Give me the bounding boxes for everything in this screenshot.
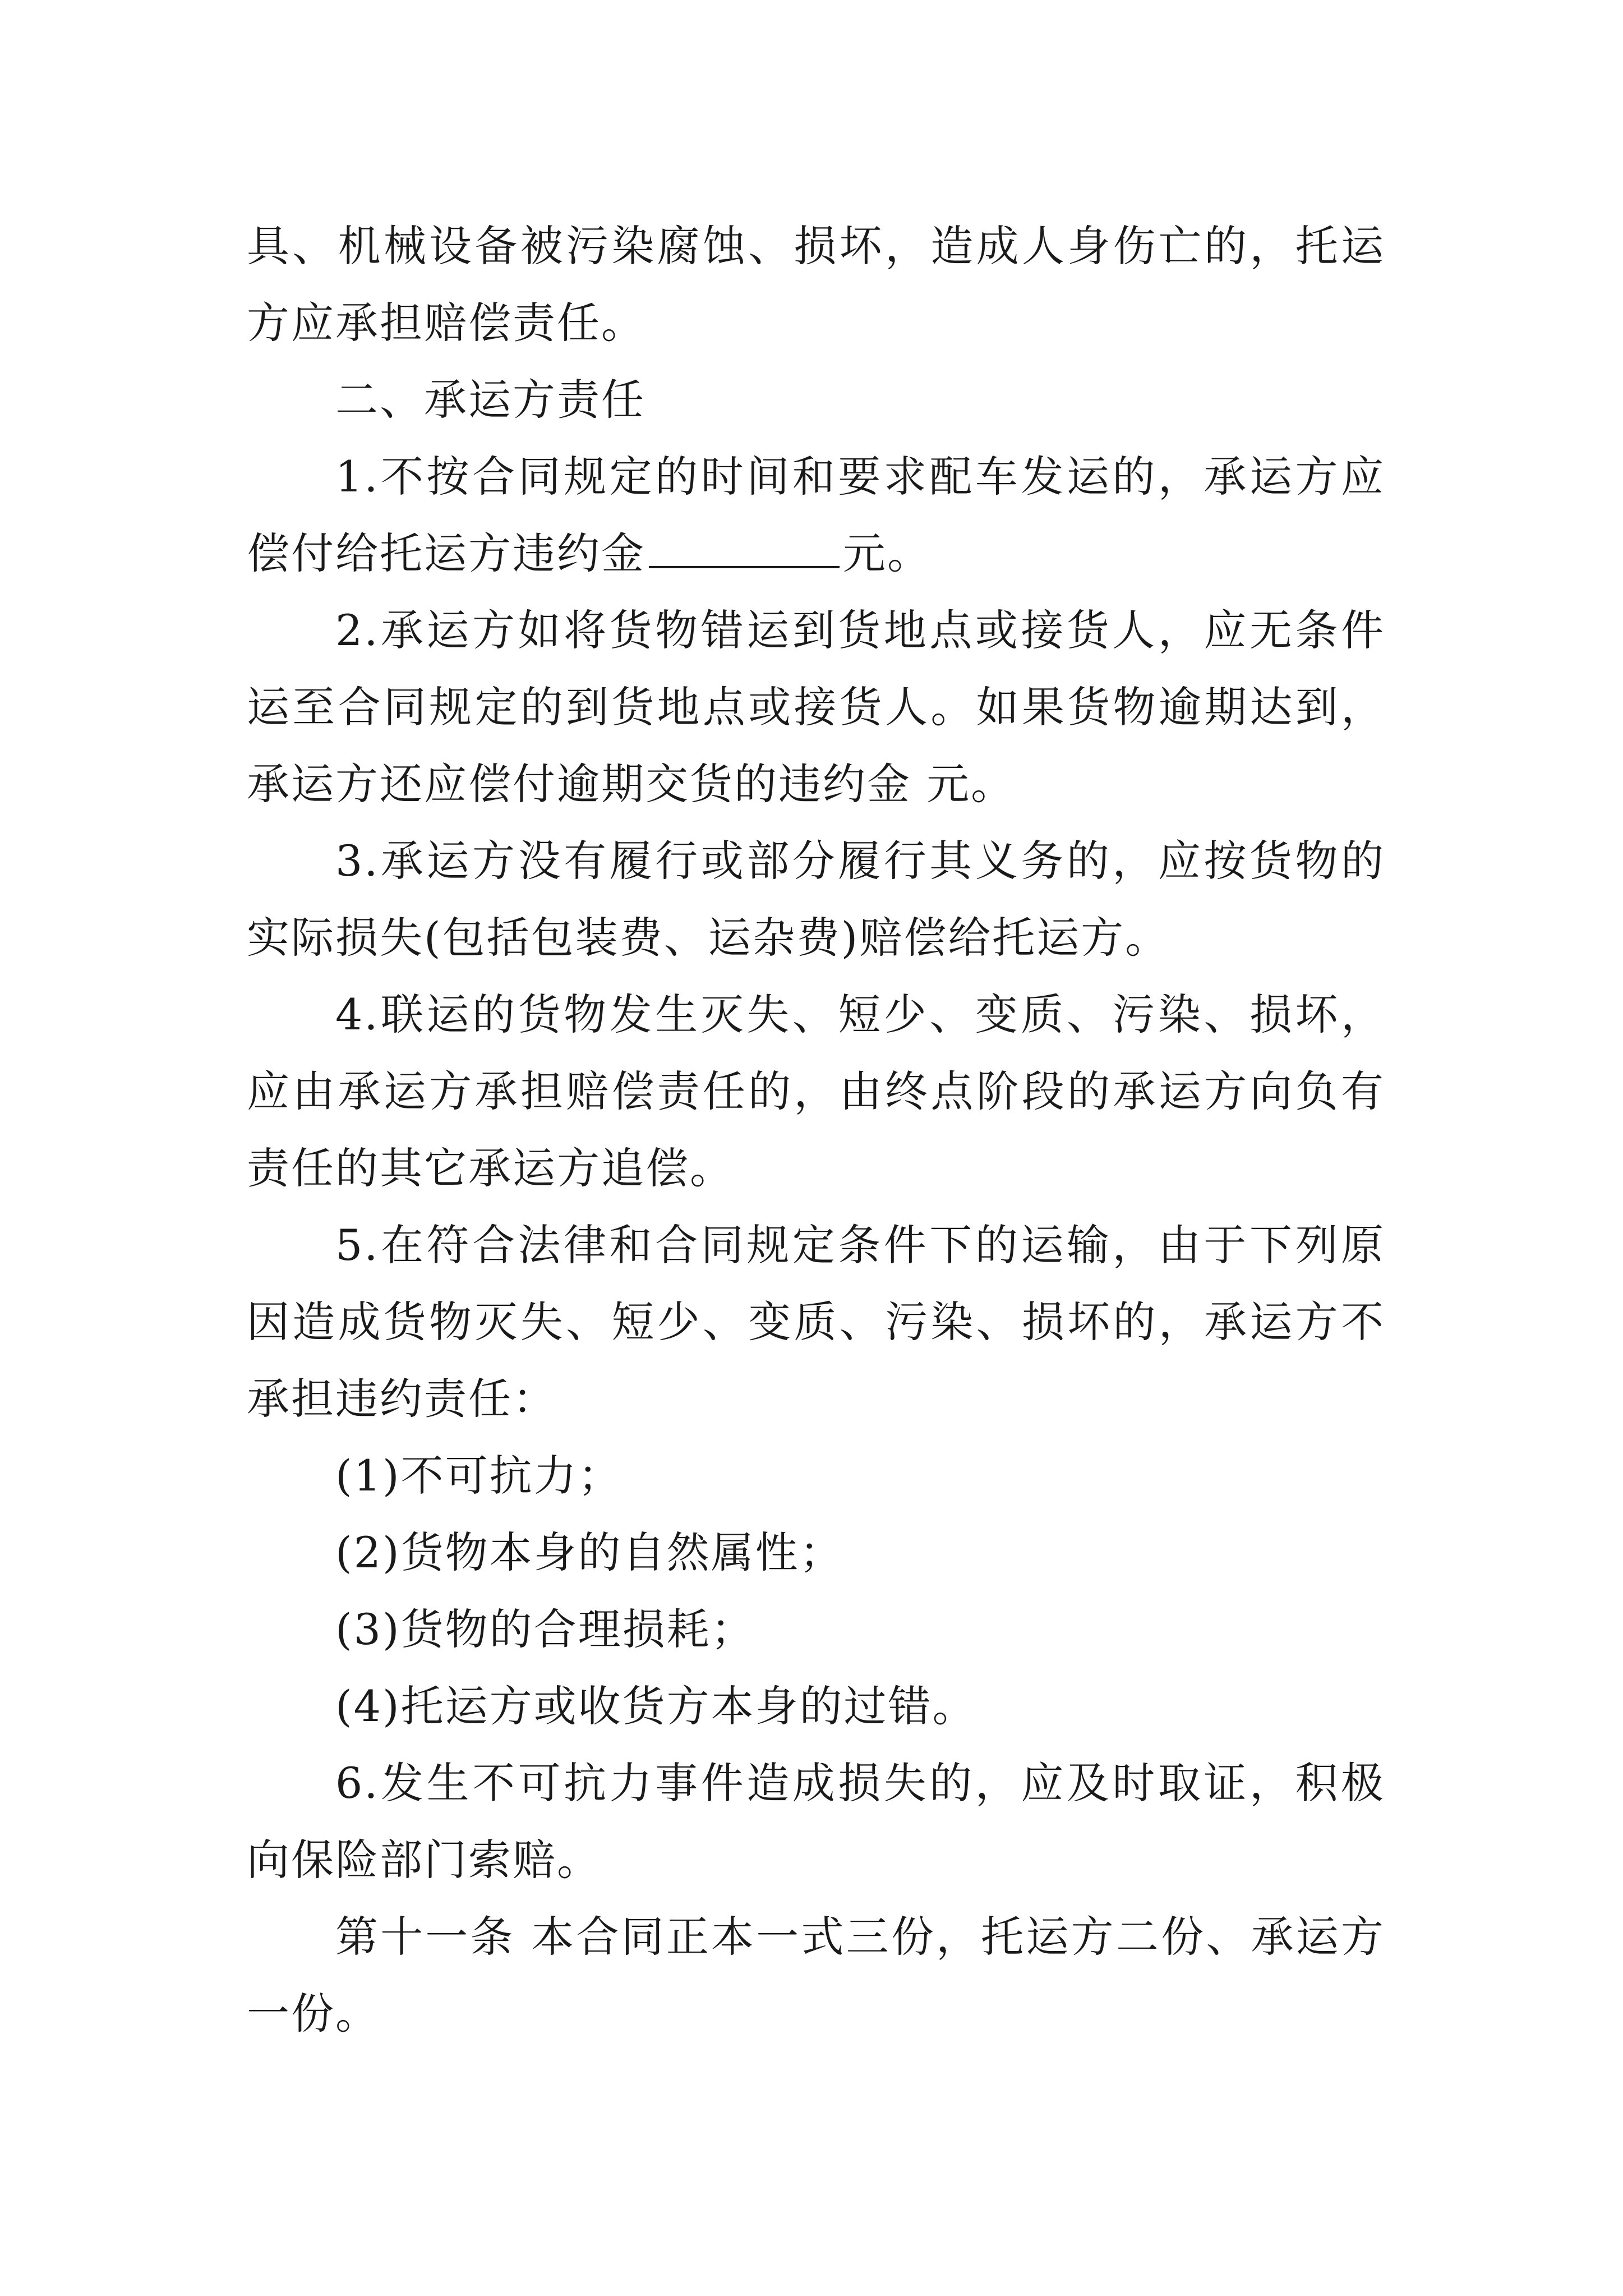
- clause-1-unit: 元。: [843, 528, 932, 578]
- list-item-force-majeure: (1)不可抗力；: [335, 1451, 623, 1501]
- list-item-natural-property: (2)货物本身的自然属性；: [335, 1527, 844, 1577]
- paragraph-clause-2: 2.承运方如将货物错运到货地点或接货人，应无条件运至合同规定的到货地点或接货人。如果货物逾期达到，承运方还应偿付逾期交货的违约金 元。: [247, 605, 1385, 809]
- paragraph-liability-continued: 具、机械设备被污染腐蚀、损坏，造成人身伤亡的，托运方应承担赔偿责任。: [247, 221, 1385, 348]
- document-body: [247, 208, 1385, 2052]
- penalty-amount-blank: [649, 527, 840, 568]
- paragraph-clause-4: 4.联运的货物发生灭失、短少、变质、污染、损坏，应由承运方承担赔偿责任的，由终点阶段的承运方向负有责任的其它承运方追偿。: [247, 990, 1385, 1193]
- paragraph-clause-5: 5.在符合法律和合同规定条件下的运输，由于下列原因造成货物灭失、短少、变质、污染、损坏的，承运方不承担违约责任：: [247, 1220, 1385, 1424]
- clause-1-text: 1.不按合同规定的时间和要求配车发运的，承运方应偿付给托运方违约金: [247, 452, 1385, 578]
- paragraph-article-11: 第十一条 本合同正本一式三份，托运方二份、承运方一份。: [247, 1912, 1385, 2039]
- list-item-reasonable-loss: (3)货物的合理损耗；: [335, 1604, 755, 1654]
- list-item-shipper-fault: (4)托运方或收货方本身的过错。: [335, 1681, 977, 1731]
- paragraph-clause-6: 6.发生不可抗力事件造成损失的，应及时取证，积极向保险部门索赔。: [247, 1758, 1385, 1885]
- paragraph-clause-3: 3.承运方没有履行或部分履行其义务的，应按货物的实际损失(包括包装费、运杂费)赔偿给托运方。: [247, 836, 1385, 963]
- paragraph-clause-1: [247, 438, 1385, 592]
- section-heading-carrier-liability: 二、承运方责任: [335, 375, 645, 425]
